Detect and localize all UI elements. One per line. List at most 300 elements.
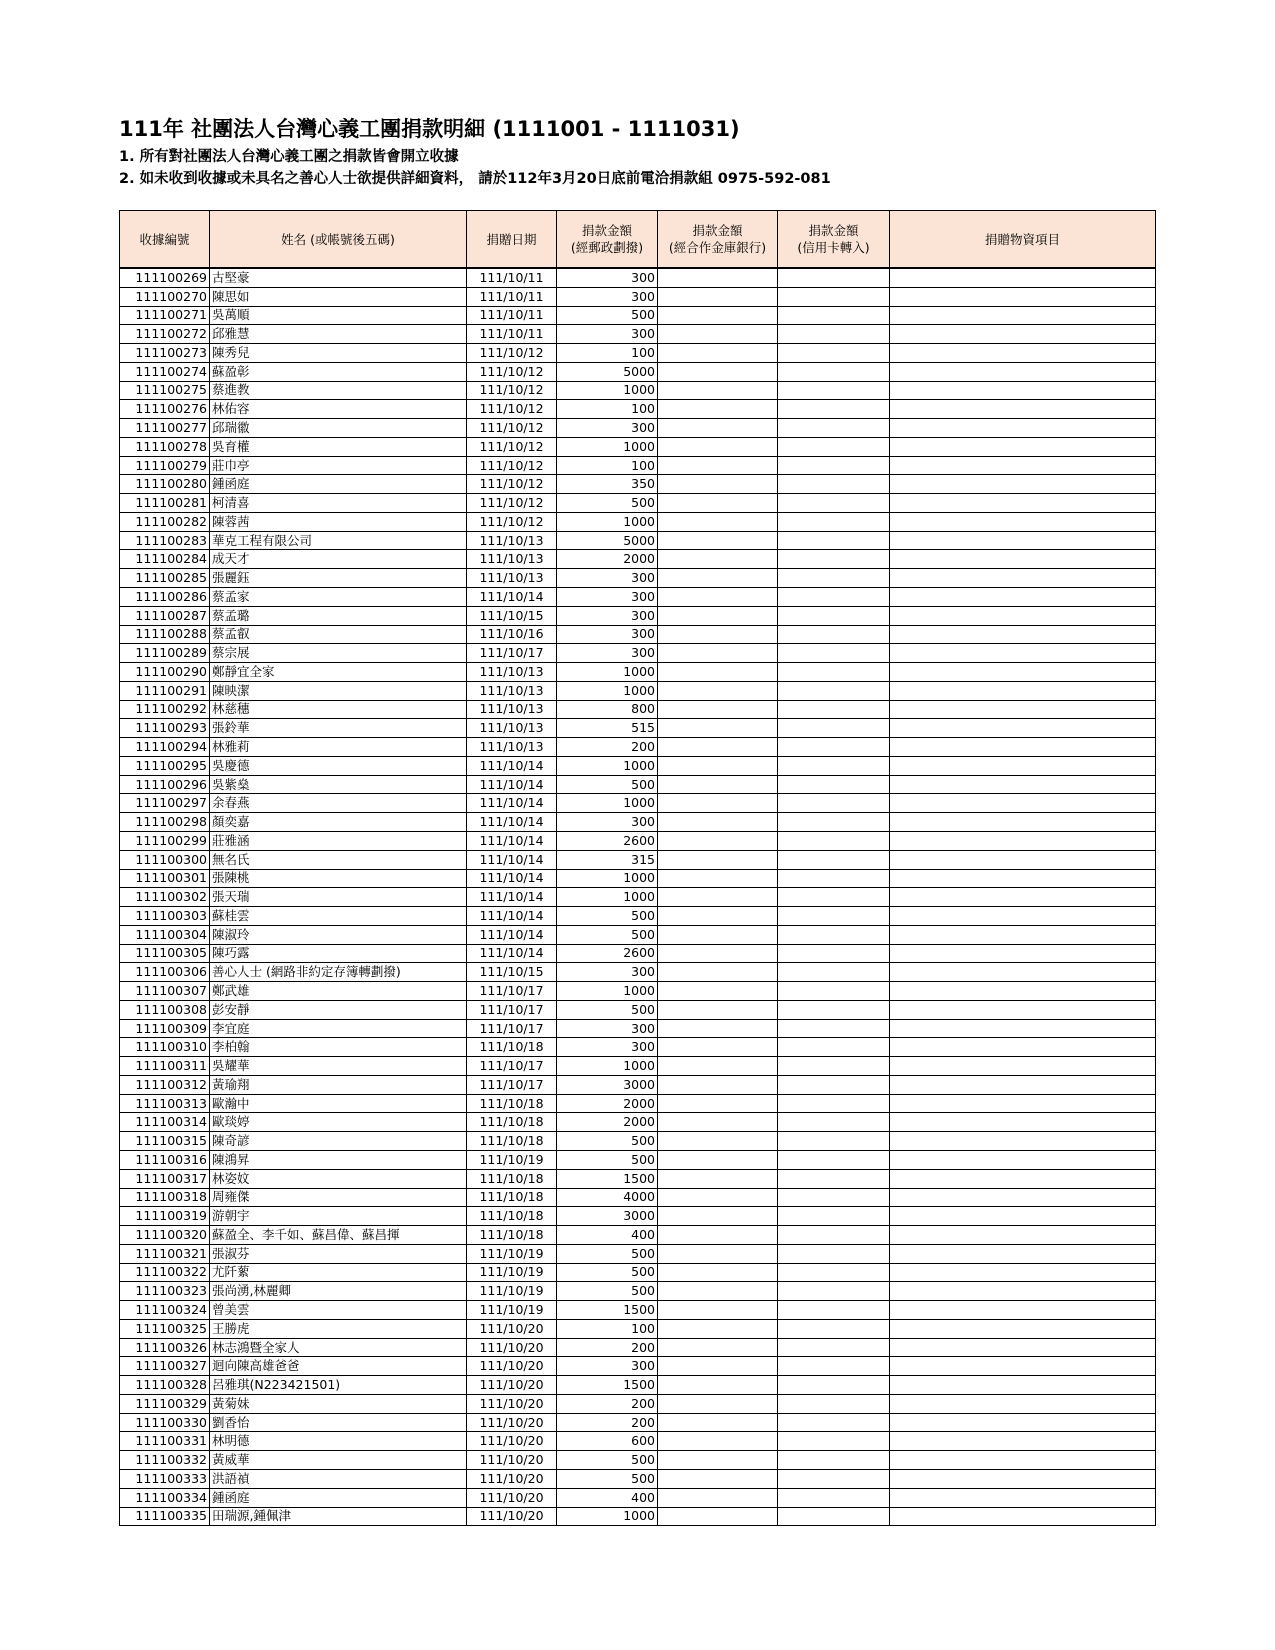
- receipt-no-cell: 111100318: [120, 1188, 210, 1207]
- table-row: [120, 287, 1156, 306]
- goods-cell: [890, 531, 1156, 550]
- goods-cell: [890, 569, 1156, 588]
- goods-cell: [890, 287, 1156, 306]
- receipt-no-cell: 111100322: [120, 1263, 210, 1282]
- table-row: [120, 1470, 1156, 1489]
- amount-bank-cell: [658, 1132, 778, 1151]
- amount-credit-cell: [778, 1188, 890, 1207]
- amount-credit-cell: [778, 719, 890, 738]
- amount-postal-cell: 3000: [557, 1207, 658, 1226]
- amount-bank-cell: [658, 1357, 778, 1376]
- receipt-no-cell: 111100280: [120, 475, 210, 494]
- table-row: [120, 437, 1156, 456]
- amount-credit-cell: [778, 775, 890, 794]
- donation-date-cell: 111/10/14: [467, 850, 557, 869]
- amount-credit-cell: [778, 344, 890, 363]
- table-row: [120, 663, 1156, 682]
- amount-bank-cell: [658, 325, 778, 344]
- donation-date-cell: 111/10/19: [467, 1301, 557, 1320]
- donor-name-cell: 陳蓉茜: [210, 512, 467, 531]
- table-row: [120, 494, 1156, 513]
- table-row: [120, 1094, 1156, 1113]
- goods-cell: [890, 1188, 1156, 1207]
- donation-date-cell: 111/10/13: [467, 550, 557, 569]
- amount-bank-cell: [658, 982, 778, 1001]
- donor-name-cell: 黃瑜翔: [210, 1075, 467, 1094]
- goods-cell: [890, 963, 1156, 982]
- receipt-no-cell: 111100320: [120, 1226, 210, 1245]
- amount-credit-cell: [778, 1038, 890, 1057]
- table-row: [120, 1413, 1156, 1432]
- amount-postal-cell: 100: [557, 400, 658, 419]
- note-contact: 2. 如未收到收據或未具名之善心人士欲提供詳細資料， 請於112年3月20日底前電洽捐款組 0975-592-081: [119, 171, 831, 187]
- amount-credit-cell: [778, 1263, 890, 1282]
- amount-postal-cell: 1000: [557, 512, 658, 531]
- amount-credit-cell: [778, 756, 890, 775]
- table-row: [120, 1488, 1156, 1507]
- amount-bank-cell: [658, 963, 778, 982]
- donor-name-cell: 鄭靜宜全家: [210, 663, 467, 682]
- amount-bank-cell: [658, 419, 778, 438]
- table-row: [120, 1357, 1156, 1376]
- donation-date-cell: 111/10/20: [467, 1413, 557, 1432]
- amount-bank-cell: [658, 1263, 778, 1282]
- receipt-no-cell: 111100275: [120, 381, 210, 400]
- amount-credit-cell: [778, 1488, 890, 1507]
- amount-credit-cell: [778, 381, 890, 400]
- receipt-no-cell: 111100323: [120, 1282, 210, 1301]
- goods-cell: [890, 644, 1156, 663]
- donor-name-cell: 林志鴻暨全家人: [210, 1338, 467, 1357]
- receipt-no-cell: 111100305: [120, 944, 210, 963]
- amount-postal-cell: 1500: [557, 1376, 658, 1395]
- goods-cell: [890, 1432, 1156, 1451]
- amount-bank-cell: [658, 606, 778, 625]
- donor-name-cell: 莊雅涵: [210, 831, 467, 850]
- table-row: [120, 982, 1156, 1001]
- amount-credit-cell: [778, 512, 890, 531]
- amount-credit-cell: [778, 813, 890, 832]
- amount-bank-cell: [658, 1376, 778, 1395]
- amount-postal-cell: 1500: [557, 1301, 658, 1320]
- amount-credit-cell: [778, 1000, 890, 1019]
- amount-postal-cell: 1000: [557, 437, 658, 456]
- receipt-no-cell: 111100329: [120, 1394, 210, 1413]
- amount-credit-cell: [778, 531, 890, 550]
- amount-bank-cell: [658, 1169, 778, 1188]
- table-row: [120, 606, 1156, 625]
- donor-name-cell: 游朝宇: [210, 1207, 467, 1226]
- amount-postal-cell: 1000: [557, 982, 658, 1001]
- donation-date-cell: 111/10/20: [467, 1432, 557, 1451]
- donor-name-cell: 蔡孟家: [210, 588, 467, 607]
- receipt-no-cell: 111100304: [120, 925, 210, 944]
- amount-postal-cell: 2000: [557, 1113, 658, 1132]
- donation-date-cell: 111/10/18: [467, 1132, 557, 1151]
- donor-name-cell: 陳映潔: [210, 681, 467, 700]
- amount-postal-cell: 200: [557, 1338, 658, 1357]
- amount-credit-cell: [778, 644, 890, 663]
- table-row: [120, 1226, 1156, 1245]
- goods-cell: [890, 907, 1156, 926]
- receipt-no-cell: 111100283: [120, 531, 210, 550]
- table-row: [120, 1244, 1156, 1263]
- amount-postal-cell: 4000: [557, 1188, 658, 1207]
- amount-credit-cell: [778, 588, 890, 607]
- goods-cell: [890, 456, 1156, 475]
- donor-name-cell: 周雍傑: [210, 1188, 467, 1207]
- donation-date-cell: 111/10/17: [467, 1075, 557, 1094]
- amount-postal-cell: 100: [557, 456, 658, 475]
- donation-date-cell: 111/10/14: [467, 756, 557, 775]
- table-row: [120, 381, 1156, 400]
- donation-date-cell: 111/10/12: [467, 381, 557, 400]
- donor-name-cell: 蔡進教: [210, 381, 467, 400]
- amount-postal-cell: 315: [557, 850, 658, 869]
- donor-name-cell: 陳奇諺: [210, 1132, 467, 1151]
- donation-date-cell: 111/10/11: [467, 287, 557, 306]
- amount-credit-cell: [778, 1451, 890, 1470]
- table-row: [120, 1113, 1156, 1132]
- donation-date-cell: 111/10/12: [467, 475, 557, 494]
- donation-date-cell: 111/10/13: [467, 569, 557, 588]
- amount-postal-cell: 300: [557, 569, 658, 588]
- goods-cell: [890, 1394, 1156, 1413]
- receipt-no-cell: 111100296: [120, 775, 210, 794]
- amount-credit-cell: [778, 1226, 890, 1245]
- table-row: [120, 1169, 1156, 1188]
- amount-credit-cell: [778, 306, 890, 325]
- donation-date-cell: 111/10/13: [467, 531, 557, 550]
- goods-cell: [890, 1094, 1156, 1113]
- amount-bank-cell: [658, 1507, 778, 1526]
- amount-bank-cell: [658, 512, 778, 531]
- donation-date-cell: 111/10/17: [467, 1019, 557, 1038]
- amount-postal-cell: 515: [557, 719, 658, 738]
- amount-postal-cell: 300: [557, 606, 658, 625]
- amount-postal-cell: 200: [557, 738, 658, 757]
- donation-date-cell: 111/10/14: [467, 831, 557, 850]
- amount-bank-cell: [658, 888, 778, 907]
- amount-credit-cell: [778, 625, 890, 644]
- amount-postal-cell: 300: [557, 268, 658, 287]
- amount-credit-cell: [778, 700, 890, 719]
- receipt-no-cell: 111100288: [120, 625, 210, 644]
- donor-name-cell: 蘇桂雲: [210, 907, 467, 926]
- amount-postal-cell: 1000: [557, 1057, 658, 1076]
- amount-credit-cell: [778, 1075, 890, 1094]
- amount-postal-cell: 2000: [557, 1094, 658, 1113]
- donation-date-cell: 111/10/14: [467, 588, 557, 607]
- donor-name-cell: 蔡孟璐: [210, 606, 467, 625]
- table-row: [120, 1150, 1156, 1169]
- goods-cell: [890, 1319, 1156, 1338]
- amount-credit-cell: [778, 1113, 890, 1132]
- amount-bank-cell: [658, 1244, 778, 1263]
- receipt-no-cell: 111100303: [120, 907, 210, 926]
- table-row: [120, 869, 1156, 888]
- donor-name-cell: 歐琰婷: [210, 1113, 467, 1132]
- donation-date-cell: 111/10/20: [467, 1507, 557, 1526]
- receipt-no-cell: 111100315: [120, 1132, 210, 1151]
- amount-credit-cell: [778, 1301, 890, 1320]
- receipt-no-cell: 111100271: [120, 306, 210, 325]
- goods-cell: [890, 1057, 1156, 1076]
- donation-date-cell: 111/10/13: [467, 719, 557, 738]
- donation-date-cell: 111/10/12: [467, 362, 557, 381]
- goods-cell: [890, 850, 1156, 869]
- amount-postal-cell: 500: [557, 1150, 658, 1169]
- amount-bank-cell: [658, 1488, 778, 1507]
- table-header-row: [120, 211, 1156, 269]
- receipt-no-cell: 111100328: [120, 1376, 210, 1395]
- donor-name-cell: 蘇盈彰: [210, 362, 467, 381]
- goods-cell: [890, 1075, 1156, 1094]
- donation-date-cell: 111/10/17: [467, 982, 557, 1001]
- amount-bank-cell: [658, 831, 778, 850]
- donation-date-cell: 111/10/19: [467, 1282, 557, 1301]
- amount-credit-cell: [778, 794, 890, 813]
- donor-name-cell: 蘇盈全、李千如、蘇昌偉、蘇昌揮: [210, 1226, 467, 1245]
- donor-name-cell: 陳秀兒: [210, 344, 467, 363]
- table-row: [120, 268, 1156, 287]
- amount-postal-cell: 100: [557, 1319, 658, 1338]
- table-row: [120, 588, 1156, 607]
- amount-bank-cell: [658, 588, 778, 607]
- table-row: [120, 644, 1156, 663]
- donation-date-cell: 111/10/20: [467, 1394, 557, 1413]
- amount-bank-cell: [658, 700, 778, 719]
- amount-bank-cell: [658, 681, 778, 700]
- amount-credit-cell: [778, 475, 890, 494]
- receipt-no-cell: 111100293: [120, 719, 210, 738]
- goods-cell: [890, 794, 1156, 813]
- amount-credit-cell: [778, 663, 890, 682]
- donation-date-cell: 111/10/14: [467, 813, 557, 832]
- goods-cell: [890, 982, 1156, 1001]
- receipt-no-cell: 111100297: [120, 794, 210, 813]
- amount-postal-cell: 500: [557, 1244, 658, 1263]
- table-row: [120, 1301, 1156, 1320]
- amount-bank-cell: [658, 719, 778, 738]
- amount-bank-cell: [658, 869, 778, 888]
- donor-name-cell: 張天瑞: [210, 888, 467, 907]
- goods-cell: [890, 888, 1156, 907]
- donation-date-cell: 111/10/14: [467, 907, 557, 926]
- donor-name-cell: 林慈穗: [210, 700, 467, 719]
- donor-name-cell: 張麗鈺: [210, 569, 467, 588]
- donor-name-cell: 林佑容: [210, 400, 467, 419]
- receipt-no-cell: 111100277: [120, 419, 210, 438]
- amount-postal-cell: 500: [557, 775, 658, 794]
- donation-date-cell: 111/10/20: [467, 1376, 557, 1395]
- amount-credit-cell: [778, 268, 890, 287]
- receipt-no-cell: 111100272: [120, 325, 210, 344]
- table-row: [120, 888, 1156, 907]
- amount-postal-cell: 300: [557, 1019, 658, 1038]
- table-row: [120, 775, 1156, 794]
- header-amount-bank: 捐款金額 (經合作金庫銀行): [658, 211, 778, 269]
- receipt-no-cell: 111100321: [120, 1244, 210, 1263]
- amount-credit-cell: [778, 400, 890, 419]
- goods-cell: [890, 1338, 1156, 1357]
- amount-bank-cell: [658, 738, 778, 757]
- amount-postal-cell: 300: [557, 1038, 658, 1057]
- donor-name-cell: 善心人士 (網路非約定存簿轉劃撥): [210, 963, 467, 982]
- amount-bank-cell: [658, 456, 778, 475]
- note-receipt: 1. 所有對社團法人台灣心義工團之捐款皆會開立收據: [119, 149, 459, 165]
- donation-date-cell: 111/10/13: [467, 663, 557, 682]
- goods-cell: [890, 1169, 1156, 1188]
- donor-name-cell: 林雅莉: [210, 738, 467, 757]
- table-row: [120, 419, 1156, 438]
- receipt-no-cell: 111100285: [120, 569, 210, 588]
- amount-postal-cell: 350: [557, 475, 658, 494]
- amount-postal-cell: 300: [557, 325, 658, 344]
- amount-bank-cell: [658, 644, 778, 663]
- table-row: [120, 1451, 1156, 1470]
- receipt-no-cell: 111100307: [120, 982, 210, 1001]
- amount-postal-cell: 800: [557, 700, 658, 719]
- amount-bank-cell: [658, 1470, 778, 1489]
- amount-bank-cell: [658, 794, 778, 813]
- goods-cell: [890, 381, 1156, 400]
- amount-credit-cell: [778, 437, 890, 456]
- amount-postal-cell: 200: [557, 1413, 658, 1432]
- donation-date-cell: 111/10/12: [467, 437, 557, 456]
- receipt-no-cell: 111100270: [120, 287, 210, 306]
- goods-cell: [890, 1263, 1156, 1282]
- donor-name-cell: 吳慶德: [210, 756, 467, 775]
- goods-cell: [890, 400, 1156, 419]
- table-row: [120, 1057, 1156, 1076]
- goods-cell: [890, 1113, 1156, 1132]
- goods-cell: [890, 419, 1156, 438]
- amount-credit-cell: [778, 681, 890, 700]
- goods-cell: [890, 1226, 1156, 1245]
- goods-cell: [890, 1000, 1156, 1019]
- goods-cell: [890, 1150, 1156, 1169]
- goods-cell: [890, 831, 1156, 850]
- receipt-no-cell: 111100290: [120, 663, 210, 682]
- goods-cell: [890, 1207, 1156, 1226]
- donor-name-cell: 迴向陳高雄爸爸: [210, 1357, 467, 1376]
- amount-bank-cell: [658, 907, 778, 926]
- receipt-no-cell: 111100282: [120, 512, 210, 531]
- table-row: [120, 1432, 1156, 1451]
- amount-bank-cell: [658, 306, 778, 325]
- receipt-no-cell: 111100289: [120, 644, 210, 663]
- goods-cell: [890, 681, 1156, 700]
- donor-name-cell: 吳萬順: [210, 306, 467, 325]
- donation-date-cell: 111/10/12: [467, 419, 557, 438]
- donor-name-cell: 邱雅慧: [210, 325, 467, 344]
- table-row: [120, 681, 1156, 700]
- donation-date-cell: 111/10/18: [467, 1094, 557, 1113]
- amount-postal-cell: 500: [557, 1000, 658, 1019]
- receipt-no-cell: 111100284: [120, 550, 210, 569]
- table-row: [120, 325, 1156, 344]
- table-row: [120, 831, 1156, 850]
- table-row: [120, 1263, 1156, 1282]
- donation-date-cell: 111/10/17: [467, 644, 557, 663]
- amount-bank-cell: [658, 1226, 778, 1245]
- amount-bank-cell: [658, 1394, 778, 1413]
- table-row: [120, 700, 1156, 719]
- receipt-no-cell: 111100310: [120, 1038, 210, 1057]
- donor-name-cell: 劉香怡: [210, 1413, 467, 1432]
- goods-cell: [890, 700, 1156, 719]
- goods-cell: [890, 1282, 1156, 1301]
- amount-postal-cell: 500: [557, 1132, 658, 1151]
- amount-postal-cell: 3000: [557, 1075, 658, 1094]
- donation-date-cell: 111/10/18: [467, 1188, 557, 1207]
- donation-date-cell: 111/10/14: [467, 888, 557, 907]
- goods-cell: [890, 1470, 1156, 1489]
- amount-bank-cell: [658, 381, 778, 400]
- donation-date-cell: 111/10/18: [467, 1207, 557, 1226]
- donor-name-cell: 柯清喜: [210, 494, 467, 513]
- amount-postal-cell: 1000: [557, 681, 658, 700]
- amount-postal-cell: 1000: [557, 869, 658, 888]
- goods-cell: [890, 494, 1156, 513]
- donor-name-cell: 張鈴華: [210, 719, 467, 738]
- amount-credit-cell: [778, 738, 890, 757]
- receipt-no-cell: 111100324: [120, 1301, 210, 1320]
- amount-bank-cell: [658, 625, 778, 644]
- amount-postal-cell: 500: [557, 1451, 658, 1470]
- receipt-no-cell: 111100291: [120, 681, 210, 700]
- header-amount-postal: 捐款金額 (經郵政劃撥): [557, 211, 658, 269]
- goods-cell: [890, 362, 1156, 381]
- donor-name-cell: 吳育權: [210, 437, 467, 456]
- receipt-no-cell: 111100269: [120, 268, 210, 287]
- goods-cell: [890, 437, 1156, 456]
- table-row: [120, 907, 1156, 926]
- table-row: [120, 1338, 1156, 1357]
- receipt-no-cell: 111100334: [120, 1488, 210, 1507]
- amount-bank-cell: [658, 756, 778, 775]
- table-row: [120, 1188, 1156, 1207]
- amount-bank-cell: [658, 813, 778, 832]
- donation-date-cell: 111/10/11: [467, 306, 557, 325]
- amount-bank-cell: [658, 1301, 778, 1320]
- goods-cell: [890, 306, 1156, 325]
- donation-date-cell: 111/10/15: [467, 606, 557, 625]
- goods-cell: [890, 1413, 1156, 1432]
- receipt-no-cell: 111100274: [120, 362, 210, 381]
- donor-name-cell: 鍾函庭: [210, 1488, 467, 1507]
- receipt-no-cell: 111100333: [120, 1470, 210, 1489]
- donation-date-cell: 111/10/20: [467, 1470, 557, 1489]
- donor-name-cell: 林明德: [210, 1432, 467, 1451]
- receipt-no-cell: 111100326: [120, 1338, 210, 1357]
- donor-name-cell: 邱瑞徽: [210, 419, 467, 438]
- table-row: [120, 794, 1156, 813]
- amount-credit-cell: [778, 1470, 890, 1489]
- amount-bank-cell: [658, 400, 778, 419]
- amount-credit-cell: [778, 1357, 890, 1376]
- table-row: [120, 944, 1156, 963]
- receipt-no-cell: 111100325: [120, 1319, 210, 1338]
- goods-cell: [890, 325, 1156, 344]
- goods-cell: [890, 588, 1156, 607]
- donation-date-cell: 111/10/20: [467, 1338, 557, 1357]
- amount-bank-cell: [658, 1038, 778, 1057]
- table-row: [120, 1319, 1156, 1338]
- amount-postal-cell: 500: [557, 907, 658, 926]
- donation-date-cell: 111/10/20: [467, 1488, 557, 1507]
